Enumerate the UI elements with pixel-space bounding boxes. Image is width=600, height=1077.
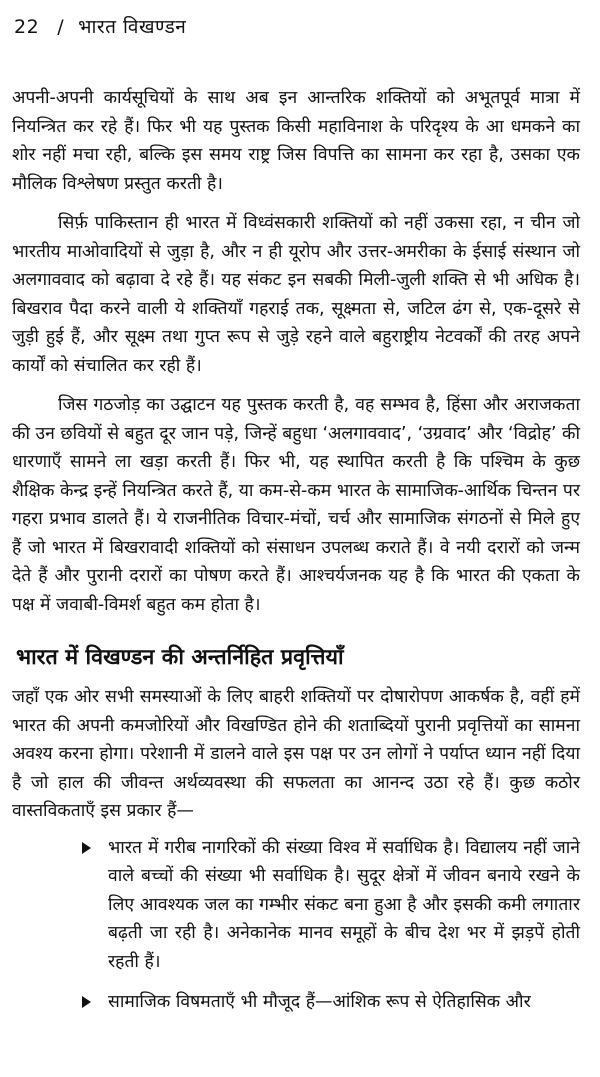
section-intro-paragraph: जहाँ एक ओर सभी समस्याओं के लिए बाहरी शक्तियों पर दोषारोपण आकर्षक है, वहीं हमें भारत की अपनी कमजोरियों और विखण्डित होने की शताब्दियों पुरानी प्रवृत्तियों का सामना अवश्य करना होगा। परेशानी में डालने वाले इस पक्ष पर उन लोगों ने पर्याप्त ध्यान नहीं दिया है जो हाल की जीवन्त अर्थव्यवस्था की सफलता का आनन्द उठा रहे हैं। कुछ कठोर वास्तविकताएँ इस प्रकार हैं—: [12, 687, 580, 821]
book-title: भारत विखण्डन: [78, 16, 187, 38]
body-paragraph-2: सिर्फ़ पाकिस्तान ही भारत में विध्वंसकारी शक्तियों को नहीं उकसा रहा, न चीन जो भारतीय माओवादियों से जुड़ा है, और न ही यूरोप और उत्तर-अमरीका के ईसाई संस्थान जो अलगाववाद को बढ़ावा दे रहे हैं। यह संकट इन सबकी मिली-जुली शक्ति से भी अधिक है। बिखराव पैदा करने वाली ये शक्तियाँ गहराई तक, सूक्ष्मता से, जटिल ढंग से, एक-दूसरे से जुड़ी हुई हैं, और सूक्ष्म तथा गुप्त रूप से जुड़े रहने वाले बहुराष्ट्रीय नेटवर्कों की तरह अपने कार्यों को संचालित कर रही हैं।: [12, 213, 580, 376]
bullet-item-1: [12, 834, 580, 977]
section-heading: भारत में विखण्डन की अन्तर्निहित प्रवृत्तियाँ: [16, 645, 344, 670]
bullet-list: [12, 834, 580, 1017]
header-separator: /: [57, 16, 65, 38]
triangle-bullet-icon: [82, 842, 91, 854]
running-header: [14, 14, 580, 40]
bullet-item-2: [12, 988, 580, 1017]
bullet-text-2: सामाजिक विषमताएँ भी मौजूद हैं—आंशिक रूप से ऐतिहासिक और: [108, 992, 531, 1012]
body-paragraph-3: जिस गठजोड़ का उद्घाटन यह पुस्तक करती है, वह सम्भव है, हिंसा और अराजकता की उन छवियों से बहुत दूर जान पड़े, जिन्हें बहुधा ‘अलगाववाद’, ‘उग्रवाद’ और ‘विद्रोह’ की धारणाएँ सामने ला खड़ा करती हैं। फिर भी, यह स्थापित करती है कि पश्चिम के कुछ शैक्षिक केन्द्र इन्हें नियन्त्रित करते हैं, या कम-से-कम भारत के सामाजिक-आर्थिक चिन्तन पर गहरा प्रभाव डालते हैं। ये राजनीतिक विचार-मंचों, चर्च और सामाजिक संगठनों से मिले हुए हैं जो भारत में बिखरावादी शक्तियों को संसाधन उपलब्ध कराते हैं। वे नयी दरारों को जन्म देते हैं और पुरानी दरारों का पोषण करते हैं। आश्चर्यजनक यह है कि भारत की एकता के पक्ष में जवाबी-विमर्श बहुत कम होता है।: [12, 395, 580, 615]
page-number: 22: [14, 16, 40, 38]
bullet-text-1: भारत में गरीब नागरिकों की संख्या विश्व में सर्वाधिक है। विद्यालय नहीं जाने वाले बच्चों की संख्या भी सर्वाधिक है। सुदूर क्षेत्रों में जीवन बनाये रखने के लिए आवश्यक जल का गम्भीर संकट बना हुआ है और इसकी कमी लगातार बढ़ती जा रही है। अनेकानेक मानव समूहों के बीच देश भर में झड़पें होती रहती हैं।: [108, 837, 580, 972]
triangle-bullet-icon: [82, 996, 91, 1008]
body-paragraph-1: अपनी-अपनी कार्यसूचियों के साथ अब इन आन्तरिक शक्तियों को अभूतपूर्व मात्रा में नियन्त्रित कर रहे हैं। फिर भी यह पुस्तक किसी महाविनाश के परिदृश्य के आ धमकने का शोर नहीं मचा रही, बल्कि इस समय राष्ट्र जिस विपत्ति का सामना कर रहा है, उसका एक मौलिक विश्लेषण प्रस्तुत करती है।: [12, 88, 580, 194]
